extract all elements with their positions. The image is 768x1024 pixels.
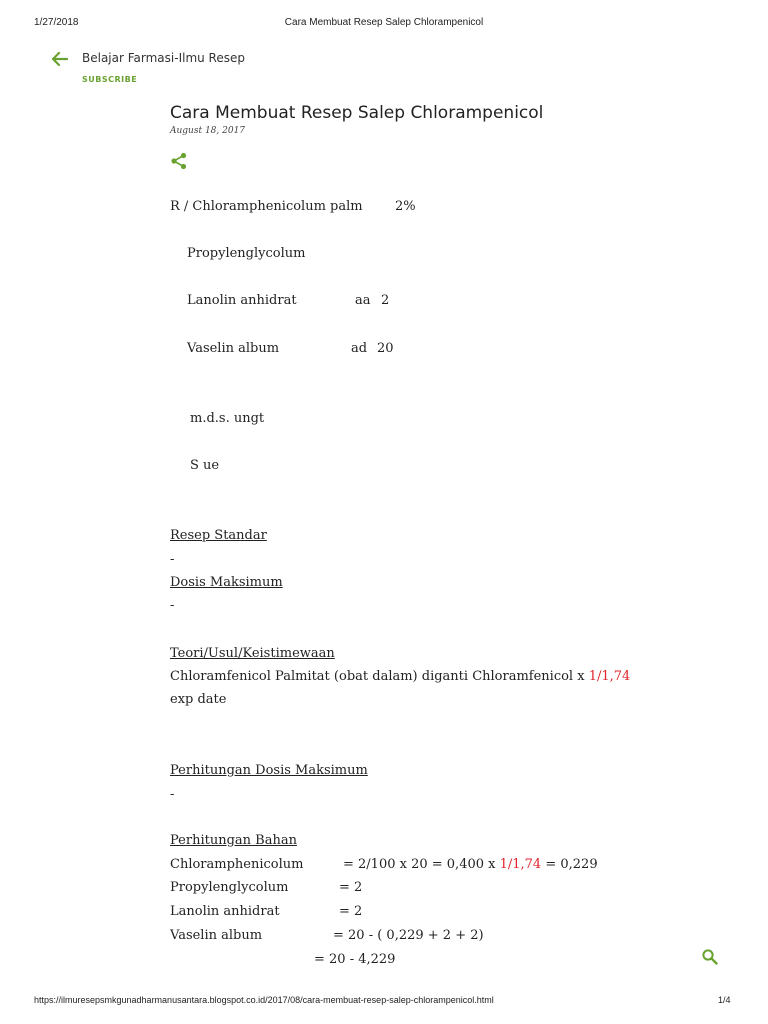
calc-expr-lanolin: = 2 <box>339 904 363 919</box>
heading-perhitungan-bahan: Perhitungan Bahan <box>170 833 297 848</box>
recipe-amount-vaselin: 20 <box>377 341 394 356</box>
calc-expr-vaselin-result: = 20 - 4,229 <box>314 952 396 967</box>
blog-name-link[interactable]: Belajar Farmasi-Ilmu Resep <box>82 51 245 65</box>
calc-name-chloramphenicolum: Chloramphenicolum <box>170 857 304 872</box>
value-dosis-maksimum: - <box>170 598 175 613</box>
recipe-signa-sue: S ue <box>190 458 220 473</box>
recipe-signa-mds: m.d.s. ungt <box>190 411 265 426</box>
recipe-amount-chloramphenicolum: 2% <box>395 199 416 214</box>
post-title: Cara Membuat Resep Salep Chlorampenicol <box>170 103 544 123</box>
teori-factor: 1/1,74 <box>588 669 631 684</box>
share-icon[interactable] <box>170 152 188 170</box>
calc-name-lanolin: Lanolin anhidrat <box>170 904 280 919</box>
value-resep-standar: - <box>170 552 175 567</box>
back-arrow-icon[interactable] <box>50 50 70 68</box>
recipe-amount-lanolin: 2 <box>381 293 390 308</box>
value-perhitungan-dosis: - <box>170 787 175 802</box>
print-title: Cara Membuat Resep Salep Chlorampenicol <box>284 17 484 28</box>
calc-expr-a: = 2/100 x 20 = 0,400 x <box>343 857 496 872</box>
search-icon[interactable] <box>701 948 719 966</box>
teori-text-main: Chloramfenicol Palmitat (obat dalam) diganti Chloramfenicol x <box>170 669 585 684</box>
recipe-line-propylenglycolum: Propylenglycolum <box>187 246 306 261</box>
teori-exp-date: exp date <box>170 692 227 707</box>
recipe-line-vaselin: Vaselin album <box>187 341 280 356</box>
heading-teori: Teori/Usul/Keistimewaan <box>170 646 335 661</box>
subscribe-button[interactable]: SUBSCRIBE <box>82 75 138 84</box>
post-date: August 18, 2017 <box>170 126 246 136</box>
calc-name-vaselin: Vaselin album <box>170 928 263 943</box>
recipe-line-chloramphenicolum: R / Chloramphenicolum palm <box>170 199 363 214</box>
calc-factor: 1/1,74 <box>499 857 542 872</box>
heading-resep-standar: Resep Standar <box>170 528 267 543</box>
calc-expr-chloramphenicolum <box>343 857 598 872</box>
heading-dosis-maksimum: Dosis Maksimum <box>170 575 283 590</box>
recipe-line-lanolin: Lanolin anhidrat <box>187 293 297 308</box>
recipe-aa: aa <box>355 293 371 308</box>
print-footer-url: https://ilmuresepsmkgunadharmanusantara.blogspot.co.id/2017/08/cara-membuat-resep-salep-chlorampenicol.html <box>34 995 494 1005</box>
calc-expr-b: = 0,229 <box>545 857 598 872</box>
calc-expr-propylenglycolum: = 2 <box>339 880 363 895</box>
print-date: 1/27/2018 <box>34 17 79 28</box>
calc-name-propylenglycolum: Propylenglycolum <box>170 880 289 895</box>
heading-perhitungan-dosis: Perhitungan Dosis Maksimum <box>170 763 368 778</box>
print-page-number: 1/4 <box>718 995 731 1005</box>
teori-text <box>170 669 630 684</box>
recipe-ad: ad <box>351 341 368 356</box>
calc-expr-vaselin: = 20 - ( 0,229 + 2 + 2) <box>333 928 484 943</box>
